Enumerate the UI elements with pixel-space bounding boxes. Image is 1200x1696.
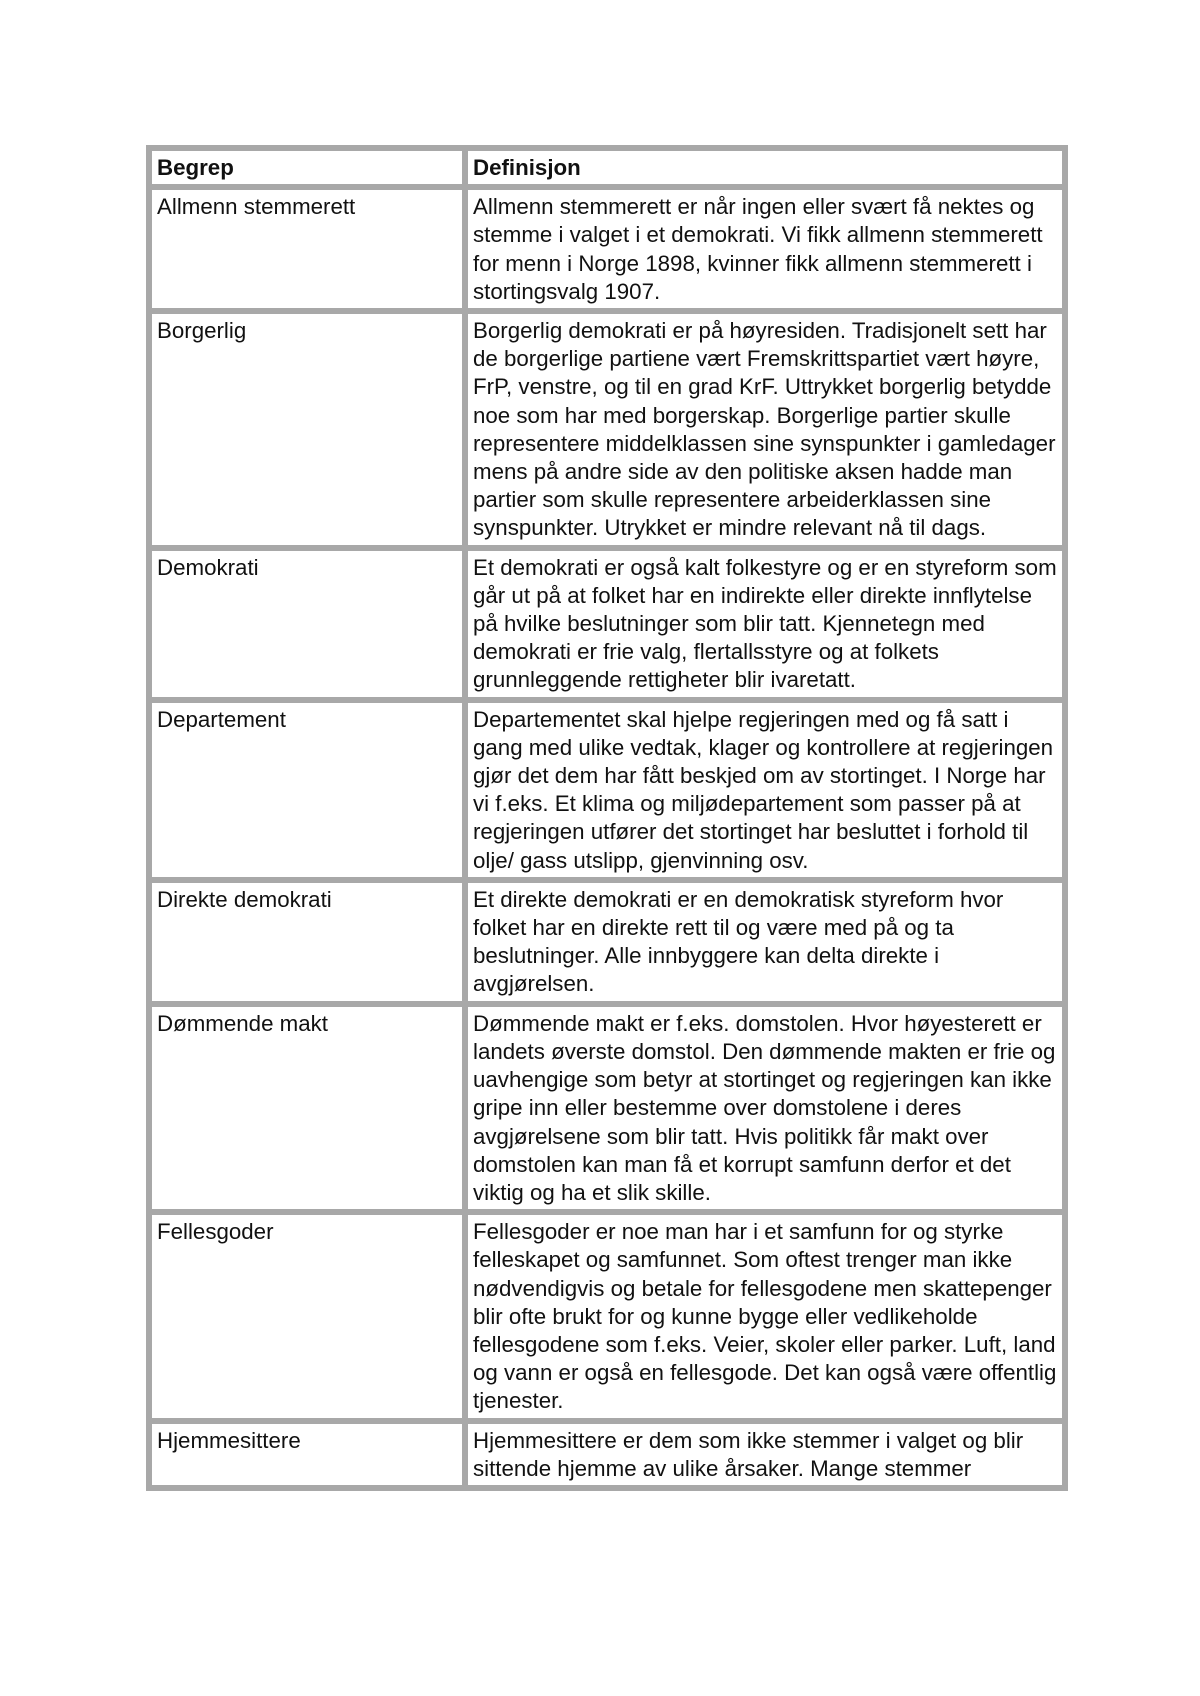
- definition-cell: Allmenn stemmerett er når ingen eller svært få nektes og stemme i valget i et demokrati. Vi fikk allmenn stemmerett for menn i Norge 1898, kvinner fikk allmenn stemmerett i stortingsvalg 1907.: [465, 187, 1065, 311]
- header-term: Begrep: [149, 148, 465, 187]
- table-row: [149, 1212, 1065, 1420]
- header-definition: Definisjon: [465, 148, 1065, 187]
- definition-cell: Departementet skal hjelpe regjeringen med og få satt i gang med ulike vedtak, klager og kontrollere at regjeringen gjør det dem har fått beskjed om av stortinget. I Norge har vi f.eks. Et klima og miljødepartement som passer på at regjeringen utfører det stortinget har besluttet i forhold til olje/ gass utslipp, gjenvinning osv.: [465, 700, 1065, 880]
- term-cell: Fellesgoder: [149, 1212, 465, 1420]
- document-page: [146, 145, 1062, 1491]
- term-cell: Demokrati: [149, 548, 465, 700]
- definition-cell: Et demokrati er også kalt folkestyre og er en styreform som går ut på at folket har en indirekte eller direkte innflytelse på hvilke beslutninger som blir tatt. Kjennetegn med demokrati er frie valg, flertallsstyre og at folkets grunnleggende rettigheter blir ivaretatt.: [465, 548, 1065, 700]
- table-row: [149, 1004, 1065, 1212]
- table-row: [149, 187, 1065, 311]
- definition-cell: Borgerlig demokrati er på høyresiden. Tradisjonelt sett har de borgerlige partiene vært Fremskrittspartiet vært høyre, FrP, venstre, og til en grad KrF. Uttrykket borgerlig betydde noe som har med borgerskap. Borgerlige partier skulle representere middelklassen sine synspunkter i gamledager mens på andre side av den politiske aksen hadde man partier som skulle representere arbeiderklassen sine synspunkter. Utrykket er mindre relevant nå til dags.: [465, 311, 1065, 548]
- definition-cell: Hjemmesittere er dem som ikke stemmer i valget og blir sittende hjemme av ulike årsaker. Mange stemmer: [465, 1421, 1065, 1488]
- glossary-table: [146, 145, 1068, 1491]
- term-cell: Borgerlig: [149, 311, 465, 548]
- header-row: [149, 148, 1065, 187]
- table-row: [149, 548, 1065, 700]
- term-cell: Dømmende makt: [149, 1004, 465, 1212]
- term-cell: Allmenn stemmerett: [149, 187, 465, 311]
- table-row: [149, 880, 1065, 1004]
- table-row: [149, 311, 1065, 548]
- term-cell: Departement: [149, 700, 465, 880]
- definition-cell: Dømmende makt er f.eks. domstolen. Hvor høyesterett er landets øverste domstol. Den dømmende makten er frie og uavhengige som betyr at stortinget og regjeringen kan ikke gripe inn eller bestemme over domstolene i deres avgjørelsene som blir tatt. Hvis politikk får makt over domstolen kan man få et korrupt samfunn derfor et det viktig og ha et slik skille.: [465, 1004, 1065, 1212]
- table-row: [149, 1421, 1065, 1488]
- table-row: [149, 700, 1065, 880]
- definition-cell: Et direkte demokrati er en demokratisk styreform hvor folket har en direkte rett til og være med på og ta beslutninger. Alle innbyggere kan delta direkte i avgjørelsen.: [465, 880, 1065, 1004]
- term-cell: Direkte demokrati: [149, 880, 465, 1004]
- term-cell: Hjemmesittere: [149, 1421, 465, 1488]
- definition-cell: Fellesgoder er noe man har i et samfunn for og styrke felleskapet og samfunnet. Som oftest trenger man ikke nødvendigvis og betale for fellesgodene men skattepenger blir ofte brukt for og kunne bygge eller vedlikeholde fellesgodene som f.eks. Veier, skoler eller parker. Luft, land og vann er også en fellesgode. Det kan også være offentlig tjenester.: [465, 1212, 1065, 1420]
